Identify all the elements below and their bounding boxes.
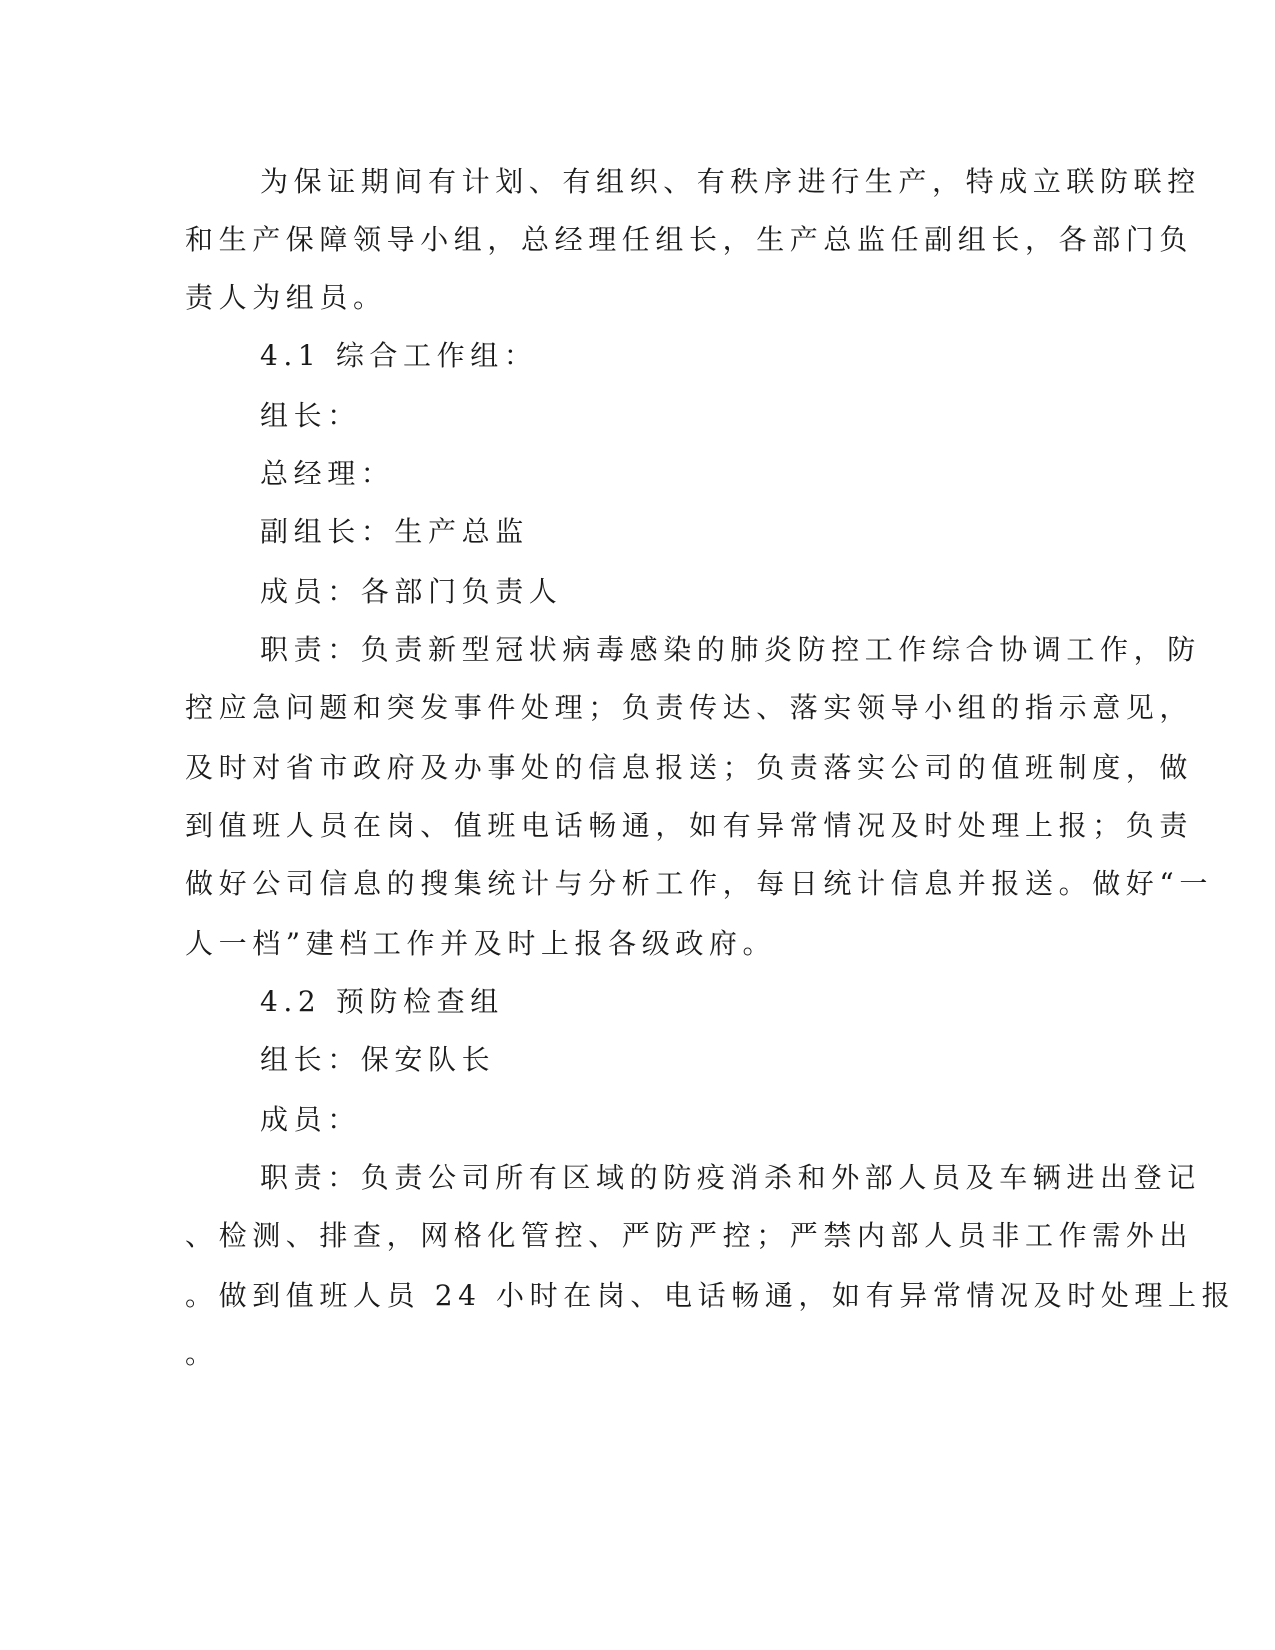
duties-4-1-line-4: 到值班人员在岗、值班电话畅通，如有异常情况及时处理上报；负责 bbox=[185, 809, 1194, 842]
duties-4-2-line-2: 、检测、排查，网格化管控、严防严控；严禁内部人员非工作需外出 bbox=[185, 1219, 1194, 1252]
duties-4-2-line-3: 。做到值班人员 24 小时在岗、电话畅通，如有异常情况及时处理上报 bbox=[185, 1279, 1236, 1312]
duties-4-1-line-1: 职责：负责新型冠状病毒感染的肺炎防控工作综合协调工作，防 bbox=[260, 633, 1201, 666]
section-heading-4-2: 4.2 预防检查组 bbox=[260, 985, 504, 1018]
group-leader-security-line: 组长：保安队长 bbox=[260, 1043, 496, 1076]
duties-4-2-line-4: 。 bbox=[185, 1337, 219, 1370]
duties-4-1-line-2: 控应急问题和突发事件处理；负责传达、落实领导小组的指示意见， bbox=[185, 691, 1194, 724]
paragraph-intro-line-2: 和生产保障领导小组，总经理任组长，生产总监任副组长，各部门负 bbox=[185, 223, 1194, 256]
general-manager-label: 总经理： bbox=[260, 457, 395, 490]
duties-4-2-line-1: 职责：负责公司所有区域的防疫消杀和外部人员及车辆进出登记 bbox=[260, 1161, 1201, 1194]
group-leader-label: 组长： bbox=[260, 399, 361, 432]
deputy-leader-line: 副组长：生产总监 bbox=[260, 515, 529, 548]
members-label-4-2: 成员： bbox=[260, 1103, 361, 1136]
duties-4-1-line-3: 及时对省市政府及办事处的信息报送；负责落实公司的值班制度，做 bbox=[185, 751, 1194, 784]
paragraph-intro-line-1: 为保证期间有计划、有组织、有秩序进行生产，特成立联防联控 bbox=[260, 165, 1201, 198]
paragraph-intro-line-3: 责人为组员。 bbox=[185, 281, 387, 314]
members-line: 成员：各部门负责人 bbox=[260, 575, 563, 608]
duties-4-1-line-5: 做好公司信息的搜集统计与分析工作，每日统计信息并报送。做好“一 bbox=[185, 867, 1213, 900]
section-heading-4-1: 4.1 综合工作组： bbox=[260, 339, 538, 372]
duties-4-1-line-6: 人一档”建档工作并及时上报各级政府。 bbox=[185, 927, 777, 960]
